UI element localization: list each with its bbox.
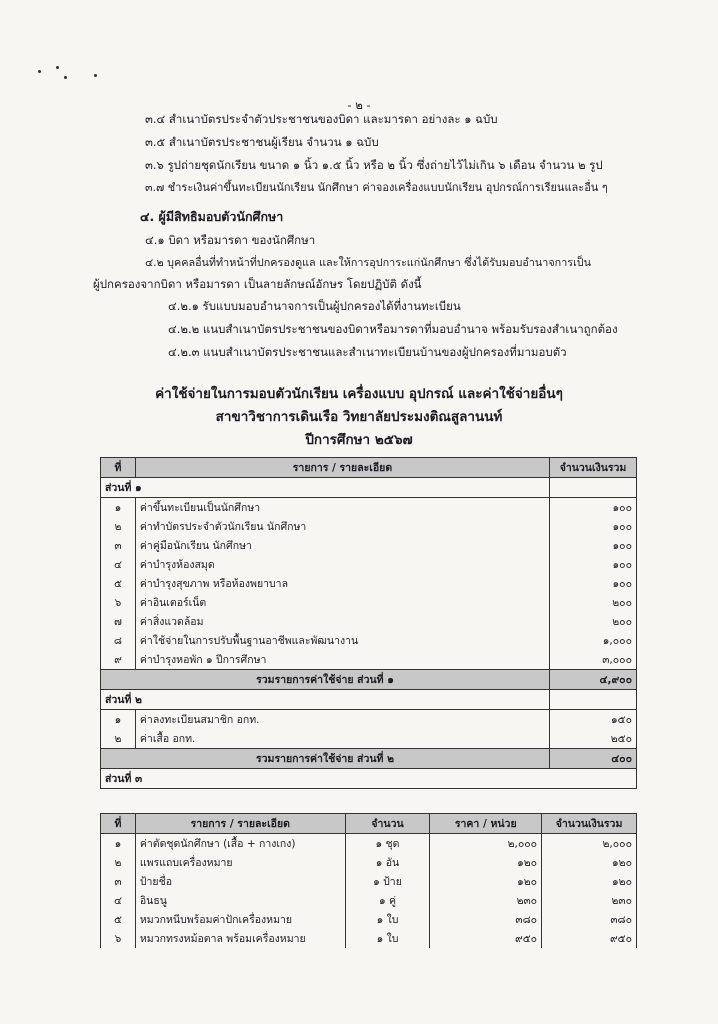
table-row — [101, 536, 637, 555]
title-line-3: ปีการศึกษา ๒๕๖๗ — [305, 432, 413, 448]
row-amount: ๑,๐๐๐ — [550, 631, 637, 650]
table-row — [101, 872, 637, 891]
row-no: ๖ — [101, 929, 136, 948]
table-row — [101, 555, 637, 574]
row-no: ๑ — [101, 498, 136, 518]
scan-artifact-top — [290, 0, 430, 8]
row-item: อินธนู — [135, 891, 345, 910]
part-3-label-row — [101, 769, 637, 789]
table-row — [101, 593, 637, 612]
row-qty: ๑ คู่ — [345, 891, 430, 910]
row-no: ๑ — [101, 834, 136, 854]
row-item: ค่าลงทะเบียนสมาชิก อกท. — [135, 710, 549, 730]
table-row — [101, 910, 637, 929]
header-no: ที่ — [101, 458, 136, 478]
row-no: ๓ — [101, 536, 136, 555]
scan-marks — [38, 62, 108, 84]
row-no: ๕ — [101, 910, 136, 929]
part-1-label: ส่วนที่ ๑ — [101, 478, 550, 498]
row-no: ๙ — [101, 650, 136, 670]
title-line-1: ค่าใช้จ่ายในการมอบตัวนักเรียน เครื่องแบบ อุปกรณ์ และค่าใช้จ่ายอื่นๆ — [155, 386, 563, 402]
row-total: ๓๘๐ — [542, 910, 637, 929]
section-4-item-1: ๔.๑ บิดา หรือมารดา ของนักศึกษา — [145, 233, 316, 247]
part-1-total-amount: ๔,๙๐๐ — [550, 670, 637, 690]
section-4-item-2-line-2: ผู้ปกครองจากบิดา หรือมารดา เป็นลายลักษณ์อักษร โดยปฏิบัติ ดังนี้ — [93, 277, 422, 291]
doc-line-3-6: ๓.๖ รูปถ่ายชุดนักเรียน ขนาด ๑ นิ้ว ๑.๕ นิ้ว หรือ ๒ นิ้ว ซึ่งถ่ายไว้ไม่เกิน ๖ เดือน จำนวน ๒ รูป — [145, 158, 603, 172]
row-amount: ๑๐๐ — [550, 555, 637, 574]
row-item: ป้ายชื่อ — [135, 872, 345, 891]
part-1-total-row — [101, 670, 637, 690]
doc-line-3-4: ๓.๔ สำเนาบัตรประจำตัวประชาชนของบิดา และมารดา อย่างละ ๑ ฉบับ — [145, 112, 498, 126]
row-no: ๒ — [101, 517, 136, 536]
uniform-header-item: รายการ / รายละเอียด — [135, 814, 345, 834]
row-total: ๒๓๐ — [542, 891, 637, 910]
row-price: ๒๓๐ — [430, 891, 542, 910]
row-item: ค่าตัดชุดนักศึกษา (เสื้อ + กางเกง) — [135, 834, 345, 854]
section-4-item-2-line-1: ๔.๒ บุคคลอื่นที่ทำหน้าที่ปกครองดูแล และให้การอุปการะแก่นักศึกษา ซึ่งได้รับมอบอำนาจการเป็น — [145, 256, 591, 269]
row-amount: ๒๐๐ — [550, 593, 637, 612]
row-item: ค่าบำรุงห้องสมุด — [135, 555, 549, 574]
row-total: ๙๕๐ — [542, 929, 637, 948]
row-amount: ๑๐๐ — [550, 536, 637, 555]
table-row — [101, 891, 637, 910]
row-qty: ๑ อัน — [345, 853, 430, 872]
row-item: ค่าอินเตอร์เน็ต — [135, 593, 549, 612]
doc-line-3-5: ๓.๕ สำเนาบัตรประชาชนผู้เรียน จำนวน ๑ ฉบับ — [145, 135, 379, 149]
uniform-header-row — [101, 814, 637, 834]
row-item: ค่าเสื้อ อกท. — [135, 729, 549, 749]
header-amount: จำนวนเงินรวม — [550, 458, 637, 478]
row-amount: ๓,๐๐๐ — [550, 650, 637, 670]
uniform-header-total: จำนวนเงินรวม — [542, 814, 637, 834]
row-total: ๑๒๐ — [542, 872, 637, 891]
row-item: หมวกหนีบพร้อมค่าปักเครื่องหมาย — [135, 910, 345, 929]
row-item: ค่าใช้จ่ายในการปรับพื้นฐานอาชีพและพัฒนางาน — [135, 631, 549, 650]
section-4-sub-1: ๔.๒.๑ รับแบบมอบอำนาจการเป็นผู้ปกครองได้ที่งานทะเบียน — [168, 299, 461, 313]
row-qty: ๑ ชุด — [345, 834, 430, 854]
section-4-sub-2: ๔.๒.๒ แนบสำเนาบัตรประชาชนของบิดาหรือมารดาที่มอบอำนาจ พร้อมรับรองสำเนาถูกต้อง — [168, 322, 618, 336]
part-2-label: ส่วนที่ ๒ — [101, 690, 550, 710]
row-price: ๒,๐๐๐ — [430, 834, 542, 854]
row-amount: ๑๐๐ — [550, 517, 637, 536]
row-item: ค่าทำบัตรประจำตัวนักเรียน นักศึกษา — [135, 517, 549, 536]
row-item: ค่าบำรุงสุขภาพ หรือห้องพยาบาล — [135, 574, 549, 593]
uniform-header-qty: จำนวน — [345, 814, 430, 834]
section-4-sub-3: ๔.๒.๓ แนบสำเนาบัตรประชาชนและสำเนาทะเบียนบ้านของผู้ปกครองที่มามอบตัว — [168, 345, 567, 359]
row-item: แพรแถบเครื่องหมาย — [135, 853, 345, 872]
row-no: ๔ — [101, 555, 136, 574]
header-item: รายการ / รายละเอียด — [135, 458, 549, 478]
part-1-total-label: รวมรายการค่าใช้จ่าย ส่วนที่ ๑ — [101, 670, 550, 690]
table-header-row — [101, 458, 637, 478]
row-item: ค่าบำรุงหอพัก ๑ ปีการศึกษา — [135, 650, 549, 670]
row-item: หมวกทรงหม้อตาล พร้อมเครื่องหมาย — [135, 929, 345, 948]
row-no: ๖ — [101, 593, 136, 612]
section-4-heading: ๔. ผู้มีสิทธิมอบตัวนักศึกษา — [140, 209, 284, 224]
title-line-2: สาขาวิชาการเดินเรือ วิทยาลัยประมงติณสูลานนท์ — [215, 409, 503, 425]
row-no: ๕ — [101, 574, 136, 593]
row-item: ค่าขึ้นทะเบียนเป็นนักศึกษา — [135, 498, 549, 518]
row-no: ๔ — [101, 891, 136, 910]
row-item: ค่าสิ่งแวดล้อม — [135, 612, 549, 631]
row-qty: ๑ ใบ — [345, 910, 430, 929]
row-price: ๑๒๐ — [430, 853, 542, 872]
row-amount: ๑๕๐ — [550, 710, 637, 730]
row-qty: ๑ ใบ — [345, 929, 430, 948]
uniform-header-price: ราคา / หน่วย — [430, 814, 542, 834]
doc-line-3-7: ๓.๗ ชำระเงินค่าขึ้นทะเบียนนักเรียน นักศึกษา ค่าจองเครื่องแบบนักเรียน อุปกรณ์การเรียนและอื่น ๆ — [145, 181, 608, 194]
fees-table — [100, 457, 637, 789]
row-no: ๘ — [101, 631, 136, 650]
table-row — [101, 498, 637, 518]
row-qty: ๑ ป้าย — [345, 872, 430, 891]
row-amount: ๒๐๐ — [550, 612, 637, 631]
uniform-header-no: ที่ — [101, 814, 136, 834]
part-2-total-label: รวมรายการค่าใช้จ่าย ส่วนที่ ๒ — [101, 749, 550, 769]
row-price: ๑๒๐ — [430, 872, 542, 891]
table-row — [101, 574, 637, 593]
row-no: ๗ — [101, 612, 136, 631]
row-no: ๒ — [101, 729, 136, 749]
part-1-label-row — [101, 478, 637, 498]
row-item: ค่าคู่มือนักเรียน นักศึกษา — [135, 536, 549, 555]
page-number: - ๒ - — [347, 98, 371, 112]
table-row — [101, 650, 637, 670]
row-amount: ๑๐๐ — [550, 498, 637, 518]
table-row — [101, 729, 637, 749]
row-amount: ๒๕๐ — [550, 729, 637, 749]
table-row — [101, 517, 637, 536]
row-amount: ๑๐๐ — [550, 574, 637, 593]
table-row — [101, 834, 637, 854]
row-price: ๙๕๐ — [430, 929, 542, 948]
part-2-label-row — [101, 690, 637, 710]
row-total: ๒,๐๐๐ — [542, 834, 637, 854]
row-price: ๓๘๐ — [430, 910, 542, 929]
uniform-table — [100, 813, 637, 948]
part-2-total-row — [101, 749, 637, 769]
row-total: ๑๒๐ — [542, 853, 637, 872]
table-row — [101, 710, 637, 730]
table-row — [101, 853, 637, 872]
row-no: ๑ — [101, 710, 136, 730]
table-row — [101, 929, 637, 948]
table-row — [101, 612, 637, 631]
part-3-label: ส่วนที่ ๓ — [101, 769, 637, 789]
table-row — [101, 631, 637, 650]
row-no: ๓ — [101, 872, 136, 891]
part-2-total-amount: ๔๐๐ — [550, 749, 637, 769]
row-no: ๒ — [101, 853, 136, 872]
